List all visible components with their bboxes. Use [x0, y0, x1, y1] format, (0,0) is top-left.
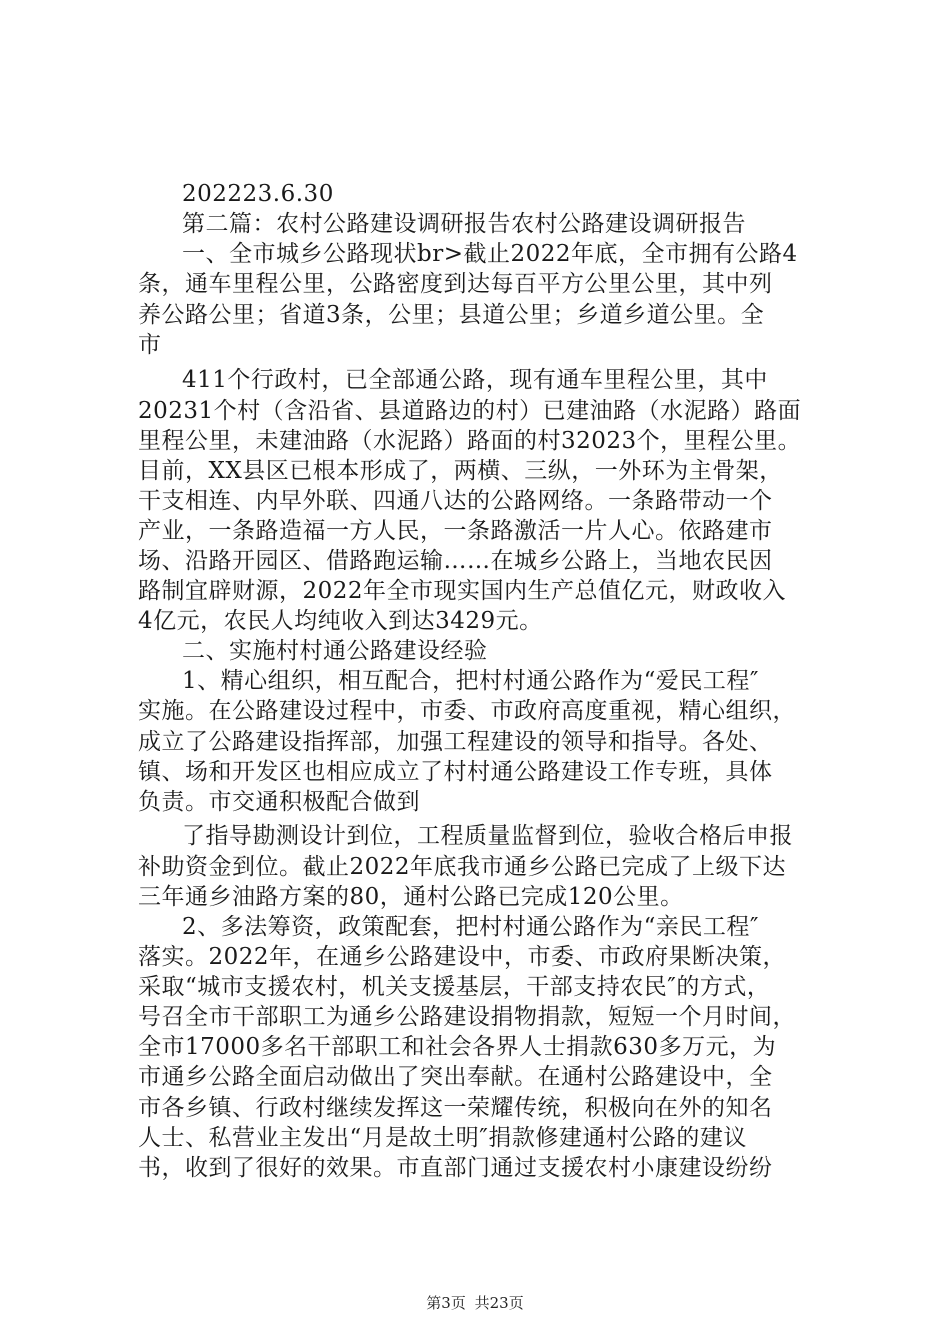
- text-line: 20231个村（含沿省、县道路边的村）已建油路（水泥路）路面: [138, 398, 802, 424]
- text-line: 2、多法筹资，政策配套，把村村通公路作为“亲民工程″: [182, 914, 759, 940]
- page-number: 第3页: [426, 1294, 466, 1312]
- text-line: 三年通乡油路方案的80，通村公路已完成120公里。: [138, 884, 684, 910]
- text-line: 4亿元，农民人均纯收入到达3429元。: [138, 608, 543, 634]
- text-line: 实施。在公路建设过程中，市委、市政府高度重视，精心组织，: [138, 698, 796, 724]
- text-line: 全市17000多名干部职工和社会各界人士捐款630多万元，为: [138, 1034, 777, 1060]
- text-line: 人士、私营业主发出“月是故土明″捐款修建通村公路的建议: [138, 1125, 747, 1151]
- text-line: 落实。2022年，在通乡公路建设中，市委、市政府果断决策，: [138, 944, 787, 970]
- text-line: 成立了公路建设指挥部，加强工程建设的领导和指导。各处、: [138, 729, 773, 755]
- text-line: 养公路公里；省道3条，公里；县道公里；乡道乡道公里。全: [138, 302, 765, 328]
- text-line: 202223.6.30: [182, 181, 334, 207]
- text-line: 镇、场和开发区也相应成立了村村通公路建设工作专班，具体: [138, 759, 773, 785]
- text-line: 负责。市交通积极配合做到: [138, 789, 420, 815]
- text-line: 1、精心组织，相互配合，把村村通公路作为“爱民工程″: [182, 668, 759, 694]
- text-line: 市通乡公路全面启动做出了突出奉献。在通村公路建设中，全: [138, 1064, 773, 1090]
- page-footer: [0, 1293, 950, 1313]
- text-line: 411个行政村，已全部通公路，现有通车里程公里，其中: [182, 367, 768, 393]
- page-total: 共23页: [474, 1294, 524, 1312]
- text-line: 场、沿路开园区、借路跑运输……在城乡公路上，当地农民因: [138, 548, 773, 574]
- text-line: 里程公里，未建油路（水泥路）路面的村32023个，里程公里。: [138, 428, 802, 454]
- text-line: 采取“城市支援农村，机关支援基层，干部支持农民″的方式，: [138, 974, 771, 1000]
- section-title: 第二篇：农村公路建设调研报告农村公路建设调研报告: [182, 211, 746, 237]
- text-line: 补助资金到位。截止2022年底我市通乡公路已完成了上级下达: [138, 854, 787, 880]
- text-line: 一、全市城乡公路现状br>截止2022年底，全市拥有公路4: [182, 241, 798, 267]
- text-line: 市各乡镇、行政村继续发挥这一荣耀传统，积极向在外的知名: [138, 1095, 773, 1121]
- text-line: 目前，XX县区已根本形成了，两横、三纵，一外环为主骨架，: [138, 458, 783, 484]
- text-line: 市: [138, 332, 162, 358]
- text-line: 路制宜辟财源，2022年全市现实国内生产总值亿元，财政收入: [138, 578, 787, 604]
- section-heading: 二、实施村村通公路建设经验: [182, 638, 488, 664]
- text-line: 条，通车里程公里，公路密度到达每百平方公里公里，其中列: [138, 271, 773, 297]
- text-line: 书，收到了很好的效果。市直部门通过支援农村小康建设纷纷: [138, 1155, 773, 1181]
- text-line: 号召全市干部职工为通乡公路建设捐物捐款，短短一个月时间，: [138, 1004, 796, 1030]
- text-line: 产业，一条路造福一方人民，一条路激活一片人心。依路建市: [138, 518, 773, 544]
- text-line: 干支相连、内早外联、四通八达的公路网络。一条路带动一个: [138, 488, 773, 514]
- text-line: 了指导勘测设计到位，工程质量监督到位，验收合格后申报: [182, 823, 793, 849]
